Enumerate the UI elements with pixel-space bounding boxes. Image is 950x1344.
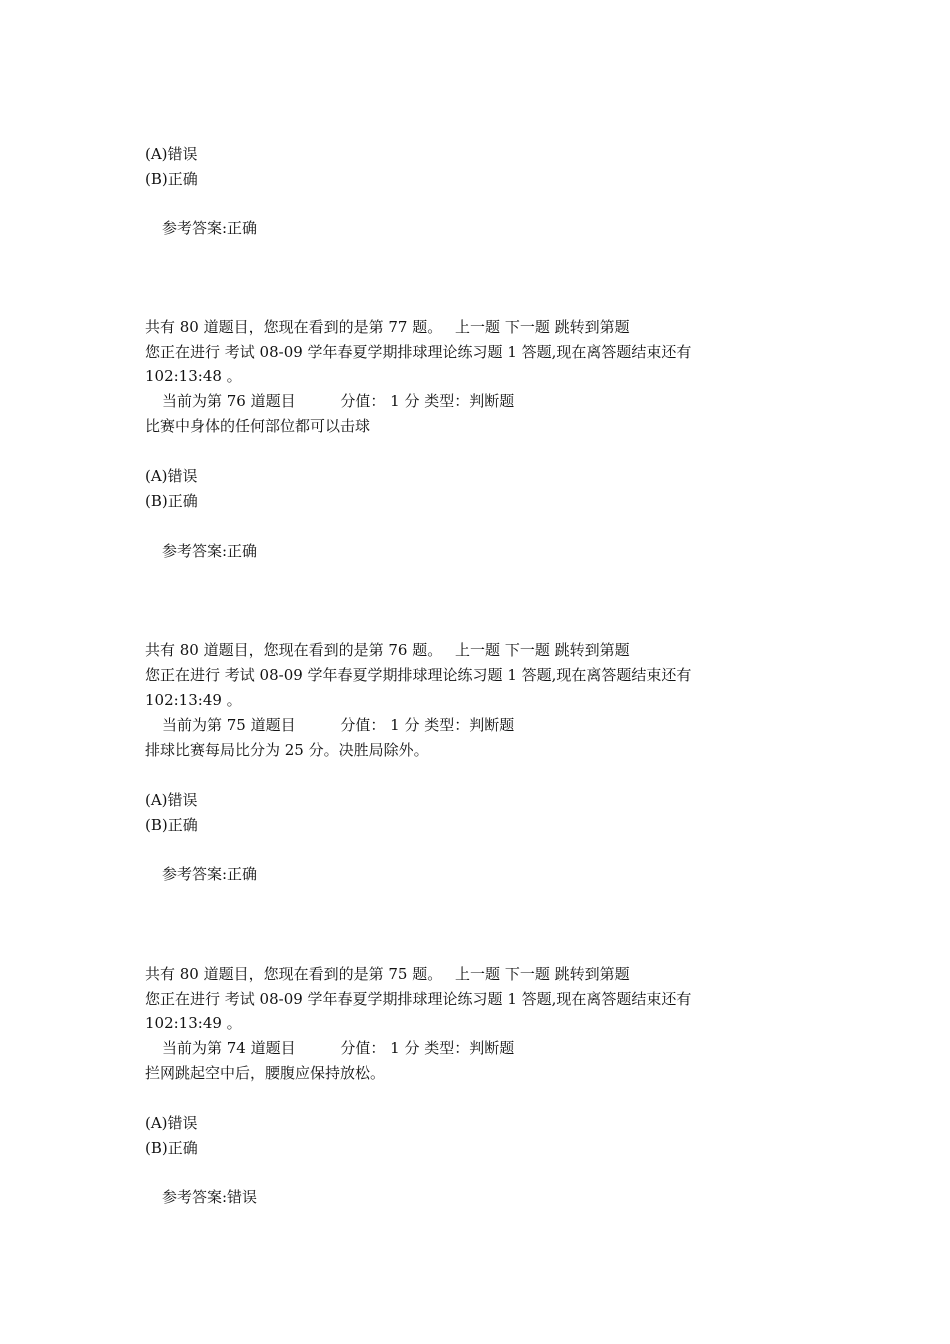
option-b: (B)正确 xyxy=(145,492,198,510)
question-type: 类型：判断题 xyxy=(424,392,515,410)
option-a: (A)错误 xyxy=(145,791,198,809)
jump-to-question-link[interactable]: 跳转到第题 xyxy=(554,965,630,983)
question-header xyxy=(145,317,630,337)
time-remaining: 102:13:48 。 xyxy=(145,367,242,385)
time-remaining: 102:13:49 。 xyxy=(145,691,242,709)
exam-status: 您正在进行 考试 08-09 学年春夏学期排球理论练习题 1 答题,现在离答题结束还有 xyxy=(145,990,692,1008)
question-type: 类型：判断题 xyxy=(424,1039,515,1057)
question-meta xyxy=(162,391,514,411)
time-remaining: 102:13:49 。 xyxy=(145,1014,242,1032)
question-meta xyxy=(162,1038,514,1058)
option-b: (B)正确 xyxy=(145,170,198,188)
next-question-link[interactable]: 下一题 xyxy=(504,965,550,983)
question-text: 拦网跳起空中后，腰腹应保持放松。 xyxy=(145,1064,386,1082)
jump-to-question-link[interactable]: 跳转到第题 xyxy=(554,318,630,336)
question-header xyxy=(145,640,630,660)
option-a: (A)错误 xyxy=(145,1114,198,1132)
question-counter: 共有 80 道题目，您现在看到的是第 77 题。 xyxy=(145,318,443,336)
reference-answer: 参考答案:正确 xyxy=(162,542,258,560)
question-counter: 共有 80 道题目，您现在看到的是第 75 题。 xyxy=(145,965,443,983)
option-a: (A)错误 xyxy=(145,467,198,485)
reference-answer: 参考答案:错误 xyxy=(162,1188,258,1206)
question-score: 分值： 1 分 xyxy=(340,392,420,410)
question-type: 类型：判断题 xyxy=(424,716,515,734)
option-a: (A)错误 xyxy=(145,145,198,163)
prev-question-link[interactable]: 上一题 xyxy=(455,965,501,983)
reference-answer: 参考答案:正确 xyxy=(162,865,258,883)
question-score: 分值： 1 分 xyxy=(340,716,420,734)
current-question: 当前为第 74 道题目 xyxy=(162,1039,296,1057)
current-question: 当前为第 76 道题目 xyxy=(162,392,296,410)
reference-answer: 参考答案:正确 xyxy=(162,219,258,237)
next-question-link[interactable]: 下一题 xyxy=(504,641,550,659)
question-text: 排球比赛每局比分为 25 分。决胜局除外。 xyxy=(145,741,429,759)
next-question-link[interactable]: 下一题 xyxy=(504,318,550,336)
question-header xyxy=(145,964,630,984)
option-b: (B)正确 xyxy=(145,1139,198,1157)
option-b: (B)正确 xyxy=(145,816,198,834)
question-counter: 共有 80 道题目，您现在看到的是第 76 题。 xyxy=(145,641,443,659)
prev-question-link[interactable]: 上一题 xyxy=(455,641,501,659)
exam-status: 您正在进行 考试 08-09 学年春夏学期排球理论练习题 1 答题,现在离答题结束还有 xyxy=(145,666,692,684)
exam-status: 您正在进行 考试 08-09 学年春夏学期排球理论练习题 1 答题,现在离答题结束还有 xyxy=(145,343,692,361)
jump-to-question-link[interactable]: 跳转到第题 xyxy=(554,641,630,659)
question-score: 分值： 1 分 xyxy=(340,1039,420,1057)
question-meta xyxy=(162,715,514,735)
current-question: 当前为第 75 道题目 xyxy=(162,716,296,734)
question-text: 比赛中身体的任何部位都可以击球 xyxy=(145,417,371,435)
prev-question-link[interactable]: 上一题 xyxy=(455,318,501,336)
